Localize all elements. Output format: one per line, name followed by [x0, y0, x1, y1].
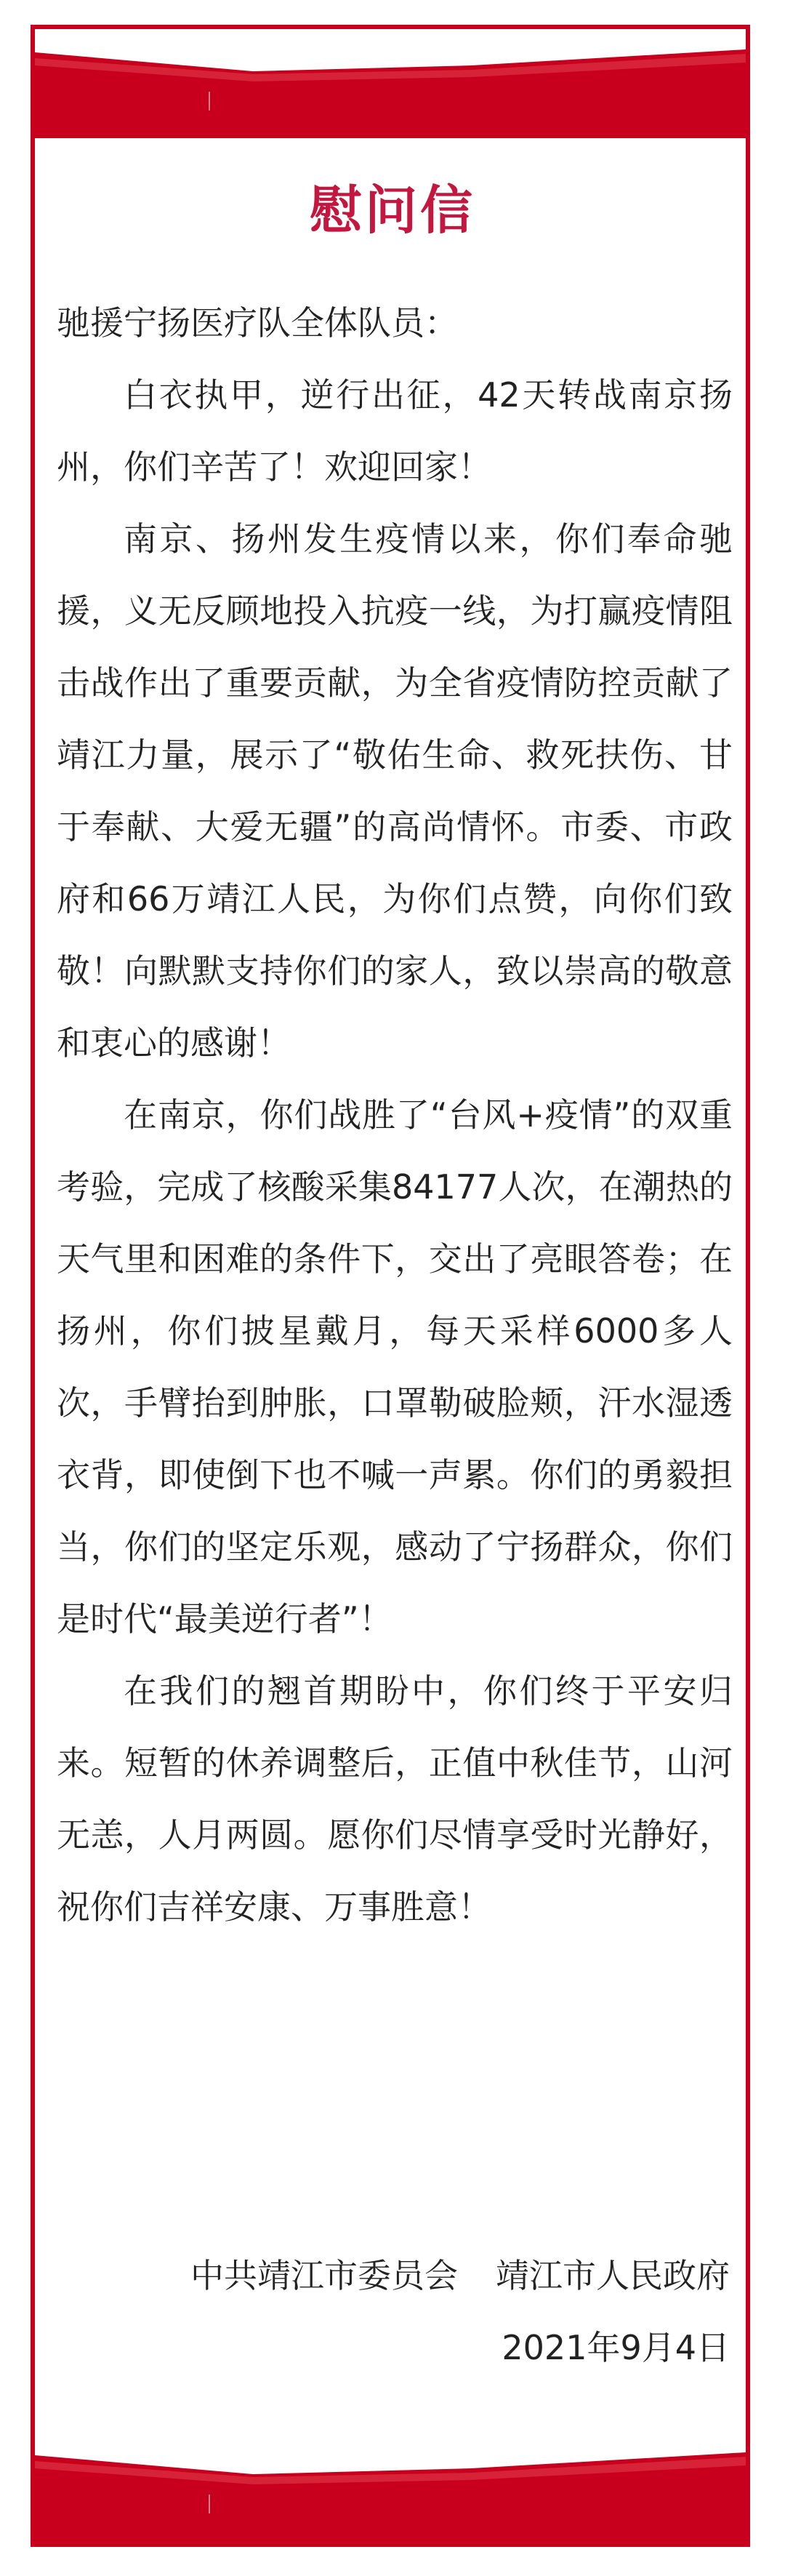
signature-org-party-committee: 中共靖江市委员会 — [190, 2256, 458, 2295]
paragraph-3: 在南京，你们战胜了“台风+疫情”的双重考验，完成了核酸采集84177人次，在潮热的天气里和困难的条件下，交出了亮眼答卷；在扬州，你们披星戴月，每天采样6000多人次，手臂抬到肿胀，口罩勒破脸颊，汗水湿透衣背，即使倒下也不喊一声累。你们的勇毅担当，你们的坚定乐观，感动了宁扬群众，你们是时代“最美逆行者”！ — [57, 1095, 733, 1639]
signature-block — [190, 2240, 730, 2384]
page-title: 慰问信 — [309, 180, 475, 241]
paragraph-4: 在我们的翘首期盼中，你们终于平安归来。短暂的休养调整后，正值中秋佳节，山河无恙，人月两圆。愿你们尽情享受时光静好，祝你们吉祥安康、万事胜意！ — [57, 1671, 733, 1927]
bottom-decorative-band — [35, 2433, 746, 2543]
top-ribbon-graphic — [35, 29, 746, 138]
signature-date: 2021年9月4日 — [502, 2328, 730, 2367]
bottom-ribbon-graphic — [35, 2433, 746, 2543]
paragraph-2: 南京、扬州发生疫情以来，你们奉命驰援，义无反顾地投入抗疫一线，为打赢疫情阻击战作出了重要贡献，为全省疫情防控贡献了靖江力量，展示了“敬佑生命、救死扶伤、甘于奉献、大爱无疆”的高尚情怀。市委、市政府和66万靖江人民，为你们点赞，向你们致敬！向默默支持你们的家人，致以崇高的敬意和衷心的感谢！ — [57, 519, 733, 1063]
salutation: 驰援宁扬医疗队全体队员： — [57, 303, 458, 343]
signature-org-government: 靖江市人民政府 — [496, 2256, 730, 2295]
top-decorative-band — [35, 29, 746, 138]
letter-body — [57, 287, 733, 1943]
paragraph-1: 白衣执甲，逆行出征，42天转战南京扬州，你们辛苦了！欢迎回家！ — [57, 375, 733, 487]
signature-organizations — [190, 2240, 730, 2312]
